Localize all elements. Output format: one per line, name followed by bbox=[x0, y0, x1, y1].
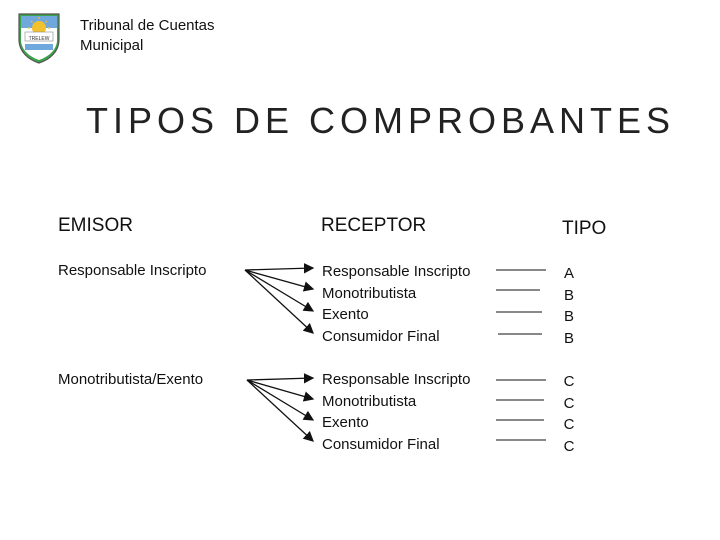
receptor-item: Consumidor Final bbox=[322, 327, 440, 345]
tipo-item: A bbox=[563, 265, 574, 282]
org-name-line1: Tribunal de Cuentas bbox=[80, 17, 215, 34]
emisor-monotributista-exento: Monotributista/Exento bbox=[58, 371, 204, 388]
column-header-emisor: EMISOR bbox=[58, 215, 133, 236]
tipo-item: C bbox=[563, 416, 575, 433]
org-name-line2: Municipal bbox=[80, 37, 144, 54]
logo-text: TRELEW bbox=[28, 36, 50, 42]
arrow-g1-1 bbox=[245, 268, 313, 270]
tipo-item: B bbox=[563, 286, 574, 304]
receptor-item: Exento bbox=[322, 306, 369, 323]
tipo-item: C bbox=[563, 437, 575, 455]
column-header-receptor: RECEPTOR bbox=[321, 215, 427, 236]
emisor-responsable-inscripto: Responsable Inscripto bbox=[58, 262, 207, 279]
receptor-item: Responsable Inscripto bbox=[322, 263, 471, 280]
arrow-g2-3 bbox=[247, 380, 313, 420]
receptor-item: Exento bbox=[322, 414, 369, 431]
arrow-g1-3 bbox=[245, 270, 313, 311]
page-title: TIPOS DE COMPROBANTES bbox=[86, 100, 676, 141]
tipo-item: C bbox=[563, 394, 575, 412]
receptor-item: Monotributista bbox=[322, 284, 417, 302]
arrow-g2-1 bbox=[247, 378, 313, 380]
tipo-item: B bbox=[563, 329, 574, 347]
receptor-item: Responsable Inscripto bbox=[322, 371, 471, 388]
tipo-item: C bbox=[563, 373, 575, 390]
column-header-tipo: TIPO bbox=[562, 218, 607, 239]
tipo-item: B bbox=[563, 308, 574, 325]
receptor-item: Consumidor Final bbox=[322, 435, 440, 453]
receptor-item: Monotributista bbox=[322, 392, 417, 410]
